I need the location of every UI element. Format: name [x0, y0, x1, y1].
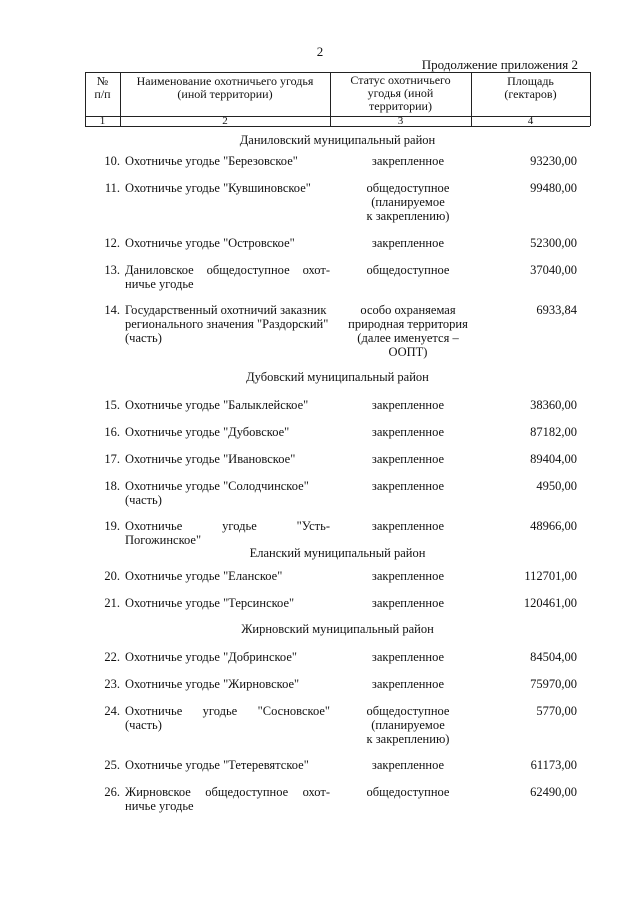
name-line: Охотничье угодье "Дубовское" [125, 425, 290, 439]
name-line: Охотничье угодье "Ивановское" [125, 452, 296, 466]
row-number: 13. [104, 263, 120, 277]
row-number: 10. [104, 154, 120, 168]
area-hectares: 87182,00 [530, 425, 577, 439]
name-line: Государственный охотничий заказник [125, 303, 327, 317]
name-line: Охотничье угодье "Солодчинское" [125, 479, 309, 493]
ground-status [340, 263, 476, 277]
status-line: (планируемое [371, 195, 445, 209]
ground-status [340, 704, 476, 746]
row-number: 21. [104, 596, 120, 610]
ground-status [340, 236, 476, 250]
hunting-ground-name [125, 596, 330, 610]
status-line: закрепленное [371, 519, 445, 533]
hunting-ground-name [125, 303, 330, 345]
status-line: (планируемое [371, 718, 445, 732]
header-status-column [330, 72, 471, 118]
row-number: 18. [104, 479, 120, 493]
ground-status [340, 154, 476, 168]
area-hectares: 4950,00 [536, 479, 577, 493]
hunting-ground-name [125, 452, 330, 466]
name-line: Охотничье угодье "Добринское" [125, 650, 297, 664]
name-line: Охотничье угодье "Кувшиновское" [125, 181, 311, 195]
column-number-1: 1 [99, 115, 106, 127]
row-number: 15. [104, 398, 120, 412]
header-border-right [590, 72, 591, 126]
header-status-line-3: территории) [369, 99, 432, 113]
status-line: (далее именуется – [357, 331, 459, 345]
row-number: 19. [104, 519, 120, 533]
name-line: Охотничье угодье "Усть-Погожинское" [125, 519, 330, 547]
hunting-ground-name [125, 398, 330, 412]
district-heading: Даниловский муниципальный район [239, 133, 436, 147]
header-number-line-2: п/п [94, 87, 111, 101]
name-line: ничье угодье [125, 277, 194, 291]
hunting-ground-name [125, 236, 330, 250]
name-line: Жирновское общедоступное охот- [125, 785, 330, 799]
status-line: закрепленное [371, 452, 445, 466]
ground-status [340, 650, 476, 664]
ground-status [340, 425, 476, 439]
area-hectares: 52300,00 [530, 236, 577, 250]
area-hectares: 48966,00 [530, 519, 577, 533]
row-number: 16. [104, 425, 120, 439]
name-line: Даниловское общедоступное охот- [125, 263, 330, 277]
ground-status [340, 758, 476, 772]
area-hectares: 84504,00 [530, 650, 577, 664]
header-area-column [471, 72, 590, 119]
name-line: Охотничье угодье "Еланское" [125, 569, 283, 583]
status-line: закрепленное [371, 236, 445, 250]
hunting-ground-name [125, 785, 330, 813]
district-heading: Жирновский муниципальный район [241, 622, 434, 636]
row-number: 12. [104, 236, 120, 250]
ground-status [340, 596, 476, 610]
row-number: 11. [104, 181, 120, 195]
status-line: общедоступное [366, 263, 450, 277]
ground-status [340, 398, 476, 412]
name-line: Охотничье угодье "Жирновское" [125, 677, 300, 691]
header-area-line-1: Площадь [507, 74, 554, 88]
header-name-line-2: (иной территории) [177, 87, 273, 101]
status-line: ООПТ) [388, 345, 428, 359]
status-line: закрепленное [371, 154, 445, 168]
status-line: закрепленное [371, 479, 445, 493]
hunting-ground-name [125, 263, 330, 291]
area-hectares: 75970,00 [530, 677, 577, 691]
name-line: Охотничье угодье "Терсинское" [125, 596, 295, 610]
hunting-ground-name [125, 704, 330, 732]
area-hectares: 37040,00 [530, 263, 577, 277]
name-line: (часть) [125, 331, 162, 345]
area-hectares: 38360,00 [530, 398, 577, 412]
name-line: Охотничье угодье "Березовское" [125, 154, 298, 168]
status-line: закрепленное [371, 398, 445, 412]
status-line: общедоступное [366, 785, 450, 799]
hunting-ground-name [125, 181, 330, 195]
ground-status [340, 303, 476, 359]
area-hectares: 89404,00 [530, 452, 577, 466]
column-number-4: 4 [527, 115, 534, 127]
area-hectares: 62490,00 [530, 785, 577, 799]
header-name-column [120, 72, 330, 119]
area-hectares: 99480,00 [530, 181, 577, 195]
area-hectares: 120461,00 [523, 596, 577, 610]
ground-status [340, 479, 476, 493]
hunting-ground-name [125, 479, 330, 507]
area-hectares: 6933,84 [536, 303, 577, 317]
status-line: к закреплению) [366, 732, 450, 746]
table-header [85, 72, 590, 126]
header-name-line-1: Наименование охотничьего угодья [136, 74, 314, 88]
name-line: регионального значения "Раздорский" [125, 317, 329, 331]
status-line: закрепленное [371, 569, 445, 583]
status-line: природная территория [348, 317, 468, 331]
district-heading: Еланский муниципальный район [249, 546, 426, 560]
ground-status [340, 181, 476, 223]
area-hectares: 93230,00 [530, 154, 577, 168]
row-number: 20. [104, 569, 120, 583]
status-line: общедоступное [366, 704, 450, 718]
row-number: 26. [104, 785, 120, 799]
name-line: Охотничье угодье "Сосновское" (часть) [125, 704, 330, 732]
ground-status [340, 677, 476, 691]
hunting-ground-name [125, 154, 330, 168]
row-number: 14. [104, 303, 120, 317]
table-body [85, 126, 590, 826]
name-line: Охотничье угодье "Балыклейское" [125, 398, 309, 412]
ground-status [340, 785, 476, 799]
header-status-line-1: Статус охотничьего [350, 73, 451, 87]
ground-status [340, 569, 476, 583]
hunting-ground-name [125, 519, 330, 547]
status-line: особо охраняемая [360, 303, 456, 317]
name-line: ничье угодье [125, 799, 194, 813]
row-number: 22. [104, 650, 120, 664]
header-number-line-1: № [96, 74, 109, 88]
ground-status [340, 519, 476, 533]
header-area-line-2: (гектаров) [504, 87, 557, 101]
area-hectares: 112701,00 [524, 569, 577, 583]
hunting-ground-name [125, 650, 330, 664]
name-line: Охотничье угодье "Тетеревятское" [125, 758, 309, 772]
name-line: (часть) [125, 493, 162, 507]
status-line: закрепленное [371, 650, 445, 664]
row-number: 17. [104, 452, 120, 466]
row-number: 24. [104, 704, 120, 718]
column-number-3: 3 [397, 115, 404, 127]
area-hectares: 61173,00 [530, 758, 577, 772]
row-number: 23. [104, 677, 120, 691]
status-line: закрепленное [371, 596, 445, 610]
header-number-column [85, 72, 120, 119]
name-line: Охотничье угодье "Островское" [125, 236, 295, 250]
hunting-ground-name [125, 569, 330, 583]
status-line: к закреплению) [366, 209, 450, 223]
page-number: 2 [316, 44, 324, 59]
column-number-2: 2 [222, 115, 228, 127]
status-line: закрепленное [371, 677, 445, 691]
row-number: 25. [104, 758, 120, 772]
status-line: общедоступное [366, 181, 450, 195]
hunting-ground-name [125, 425, 330, 439]
hunting-ground-name [125, 677, 330, 691]
hunting-ground-name [125, 758, 330, 772]
ground-status [340, 452, 476, 466]
status-line: закрепленное [371, 758, 445, 772]
continuation-caption: Продолжение приложения 2 [421, 57, 578, 72]
header-status-line-2: угодья (иной [367, 86, 434, 100]
area-hectares: 5770,00 [536, 704, 577, 718]
district-heading: Дубовский муниципальный район [246, 370, 429, 384]
status-line: закрепленное [371, 425, 445, 439]
